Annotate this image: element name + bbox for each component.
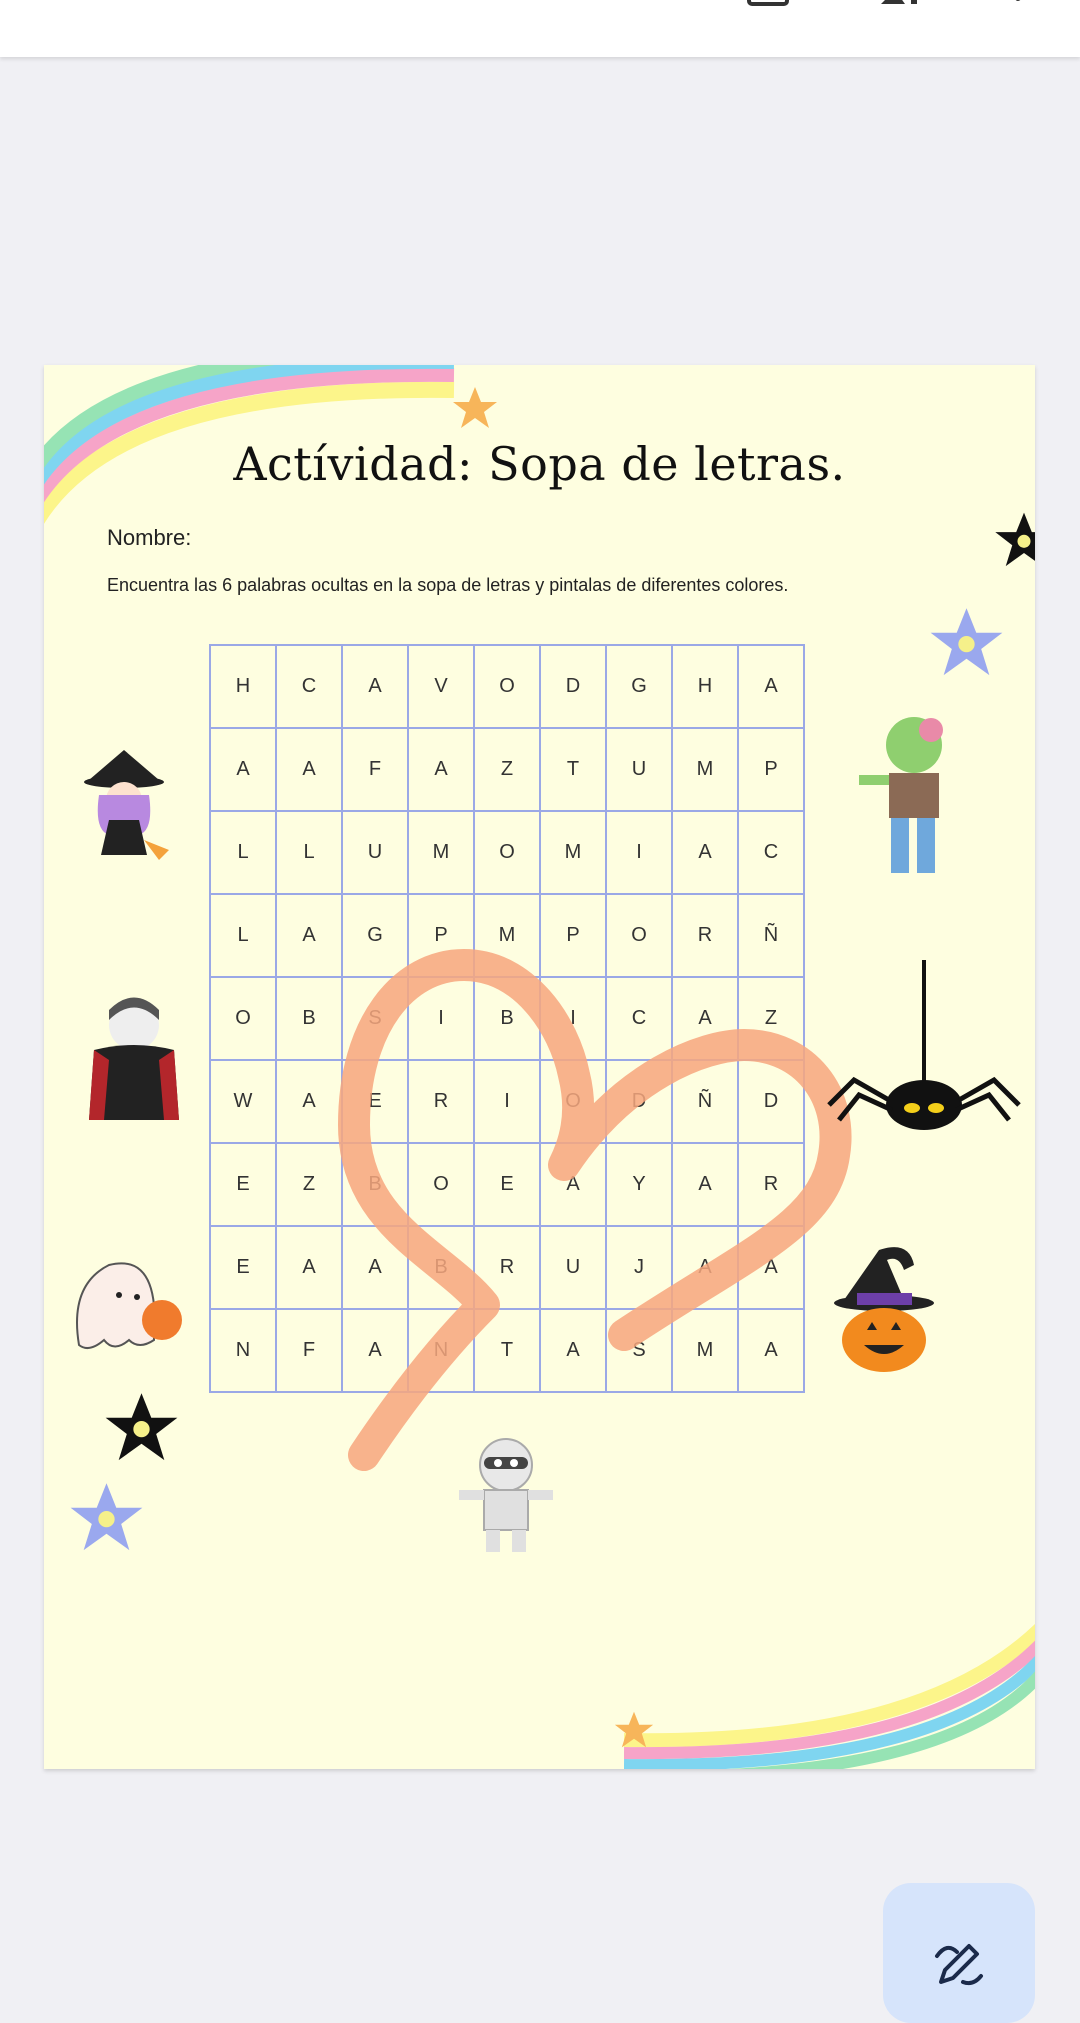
grid-cell: S [606, 1309, 672, 1392]
grid-cell: A [210, 728, 276, 811]
grid-cell: O [408, 1143, 474, 1226]
grid-cell: A [276, 894, 342, 977]
blue-star-icon [69, 1480, 144, 1555]
grid-cell: Z [474, 728, 540, 811]
back-arrow-icon[interactable] [40, 0, 80, 10]
edit-fab-button[interactable] [883, 1883, 1035, 2023]
grid-cell: E [210, 1143, 276, 1226]
grid-cell: G [606, 645, 672, 728]
star-icon [452, 385, 498, 431]
grid-cell: M [672, 728, 738, 811]
grid-cell: R [474, 1226, 540, 1309]
document-title: Actívidad: Sopa de letras. [233, 437, 846, 491]
grid-cell: A [342, 1226, 408, 1309]
grid-cell: I [408, 977, 474, 1060]
grid-cell: O [474, 811, 540, 894]
grid-cell: C [606, 977, 672, 1060]
black-star-icon [994, 510, 1035, 570]
grid-cell: U [342, 811, 408, 894]
witch-sticker [69, 750, 179, 870]
mummy-sticker [454, 1435, 559, 1555]
edit-pencil-icon [933, 1938, 985, 1990]
grid-cell: D [540, 645, 606, 728]
grid-cell: M [540, 811, 606, 894]
grid-cell: S [342, 977, 408, 1060]
grid-cell: W [210, 1060, 276, 1143]
grid-cell: M [408, 811, 474, 894]
grid-cell: D [606, 1060, 672, 1143]
grid-row [210, 645, 804, 728]
share-person-icon[interactable] [875, 0, 935, 10]
grid-cell: P [540, 894, 606, 977]
instruction-text: Encuentra las 6 palabras ocultas en la sopa de letras y pintalas de diferentes colores. [107, 575, 789, 595]
grid-cell: Y [606, 1143, 672, 1226]
grid-cell: A [672, 977, 738, 1060]
grid-cell: O [474, 645, 540, 728]
grid-cell: G [342, 894, 408, 977]
grid-cell: C [276, 645, 342, 728]
grid-cell: D [738, 1060, 804, 1143]
grid-cell: B [342, 1143, 408, 1226]
app-toolbar [0, 0, 1080, 57]
grid-cell: T [474, 1309, 540, 1392]
grid-cell: V [408, 645, 474, 728]
grid-cell: A [276, 1060, 342, 1143]
grid-cell: B [408, 1226, 474, 1309]
grid-cell: Ñ [738, 894, 804, 977]
name-label: Nombre: [107, 525, 192, 550]
grid-cell: A [672, 1226, 738, 1309]
grid-cell: L [210, 811, 276, 894]
grid-cell: M [474, 894, 540, 977]
vampire-sticker [84, 990, 184, 1130]
rainbow-decoration [624, 1605, 1035, 1769]
grid-cell: L [276, 811, 342, 894]
grid-cell: A [342, 1309, 408, 1392]
spider-sticker [824, 960, 1024, 1160]
grid-cell: B [276, 977, 342, 1060]
more-icon[interactable] [1008, 0, 1028, 10]
grid-cell: A [540, 1309, 606, 1392]
grid-cell: N [408, 1309, 474, 1392]
grid-cell: A [342, 645, 408, 728]
document-page [44, 365, 1035, 1769]
grid-cell: I [606, 811, 672, 894]
grid-cell: M [672, 1309, 738, 1392]
grid-cell: A [738, 1226, 804, 1309]
grid-cell: A [276, 1226, 342, 1309]
grid-cell: Z [276, 1143, 342, 1226]
ghost-sticker [59, 1245, 189, 1355]
grid-cell: I [474, 1060, 540, 1143]
grid-cell: P [738, 728, 804, 811]
grid-cell: A [540, 1143, 606, 1226]
grid-cell: Ñ [672, 1060, 738, 1143]
grid-cell: A [738, 645, 804, 728]
grid-cell: E [210, 1226, 276, 1309]
grid-cell: E [474, 1143, 540, 1226]
grid-cell: O [540, 1060, 606, 1143]
grid-cell: A [408, 728, 474, 811]
grid-cell: N [210, 1309, 276, 1392]
grid-cell: F [342, 728, 408, 811]
star-icon [614, 1710, 654, 1750]
grid-cell: L [210, 894, 276, 977]
grid-cell: O [210, 977, 276, 1060]
grid-row [210, 728, 804, 811]
grid-cell: U [606, 728, 672, 811]
grid-row [210, 811, 804, 894]
grid-cell: H [672, 645, 738, 728]
grid-cell: H [210, 645, 276, 728]
grid-cell: E [342, 1060, 408, 1143]
grid-cell: A [672, 1143, 738, 1226]
zombie-sticker [859, 715, 969, 885]
grid-cell: T [540, 728, 606, 811]
grid-cell: P [408, 894, 474, 977]
grid-cell: A [738, 1309, 804, 1392]
grid-cell: Z [738, 977, 804, 1060]
grid-cell: A [276, 728, 342, 811]
grid-cell: U [540, 1226, 606, 1309]
present-icon[interactable] [745, 0, 793, 10]
grid-cell: B [474, 977, 540, 1060]
grid-cell: C [738, 811, 804, 894]
grid-cell: R [408, 1060, 474, 1143]
grid-cell: A [672, 811, 738, 894]
grid-cell: F [276, 1309, 342, 1392]
pumpkin-sticker [829, 1245, 944, 1375]
grid-cell: J [606, 1226, 672, 1309]
blue-star-icon [929, 605, 1004, 680]
grid-cell: R [738, 1143, 804, 1226]
grid-cell: R [672, 894, 738, 977]
grid-cell: O [606, 894, 672, 977]
black-star-icon [104, 1390, 179, 1465]
grid-cell: I [540, 977, 606, 1060]
